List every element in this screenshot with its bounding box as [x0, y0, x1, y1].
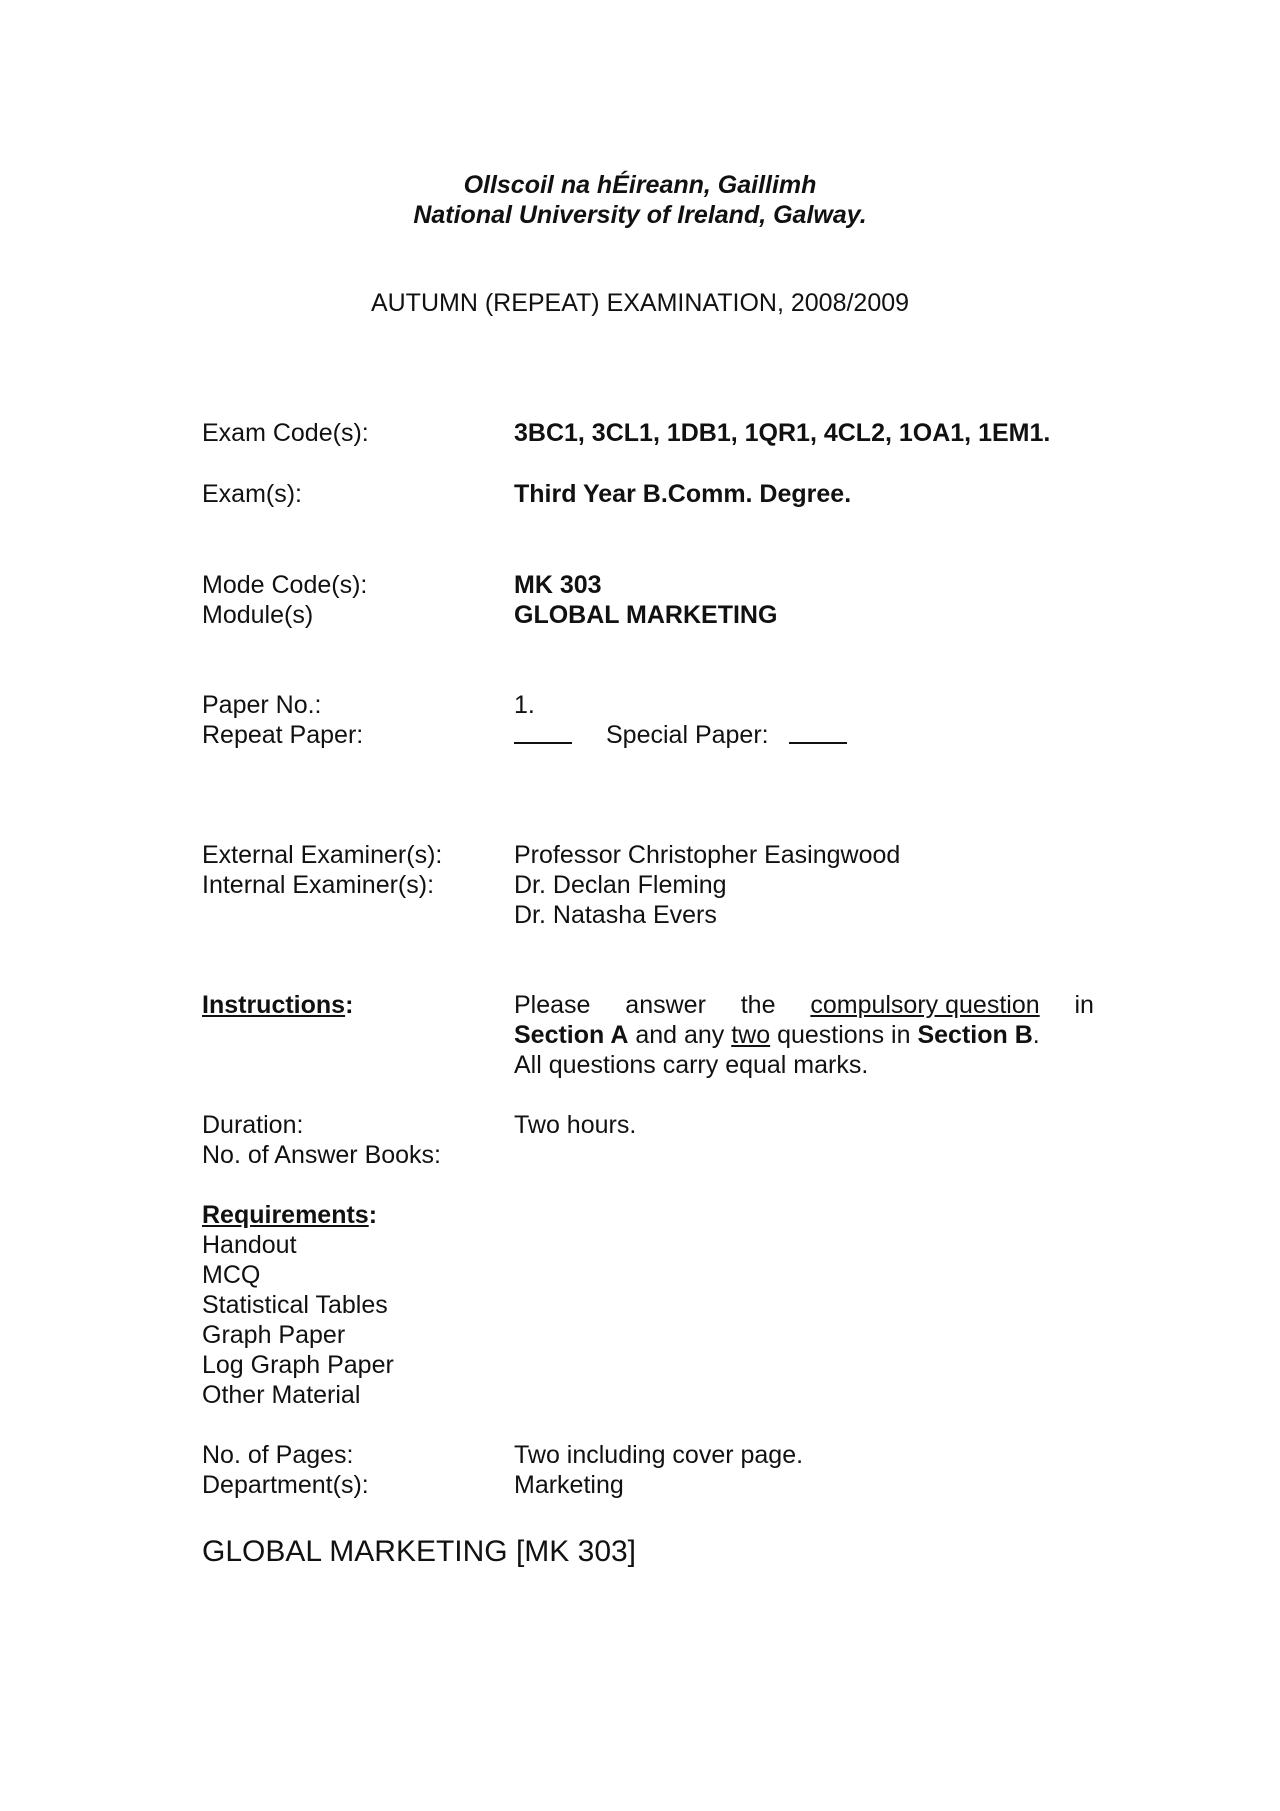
- requirements-label: [202, 1200, 377, 1230]
- external-examiner-name: Professor Christopher Easingwood: [514, 841, 901, 869]
- exam-title: AUTUMN (REPEAT) EXAMINATION, 2008/2009: [370, 289, 910, 317]
- instructions-label-colon: :: [345, 991, 354, 1019]
- requirement-item: Statistical Tables: [202, 1291, 388, 1319]
- instructions-line-2: [514, 1020, 1094, 1050]
- answer-books-label: No. of Answer Books:: [202, 1141, 442, 1169]
- departments-label: Department(s):: [202, 1471, 369, 1499]
- paper-no-label: Paper No.:: [202, 691, 322, 719]
- instructions-line-1: [514, 990, 1094, 1020]
- instructions-section-b: Section B: [917, 1021, 1033, 1049]
- instructions-period: .: [1032, 1021, 1040, 1049]
- instructions-word: in: [1074, 991, 1094, 1019]
- modules-value: GLOBAL MARKETING: [514, 601, 778, 629]
- instructions-word: answer: [625, 991, 706, 1019]
- special-paper-blank: [789, 720, 847, 751]
- instructions-word: Please: [514, 991, 591, 1019]
- exams-label: Exam(s):: [202, 480, 302, 508]
- paper-no-value: 1.: [514, 691, 535, 719]
- instructions-label: [202, 990, 353, 1020]
- requirement-item: Graph Paper: [202, 1321, 346, 1349]
- mode-codes-label: Mode Code(s):: [202, 571, 368, 599]
- departments-value: Marketing: [514, 1471, 624, 1499]
- duration-label: Duration:: [202, 1111, 304, 1139]
- university-name-irish: Ollscoil na hÉireann, Gaillimh: [463, 171, 817, 199]
- exams-value: Third Year B.Comm. Degree.: [514, 480, 852, 508]
- duration-value: Two hours.: [514, 1111, 637, 1139]
- special-paper-label: Special Paper:: [606, 721, 769, 749]
- university-name-english: National University of Ireland, Galway.: [413, 201, 867, 229]
- repeat-paper-label: Repeat Paper:: [202, 721, 364, 749]
- external-examiners-label: External Examiner(s):: [202, 841, 443, 869]
- instructions-section-a: Section A: [514, 1021, 629, 1049]
- instructions-text: [514, 990, 1094, 1080]
- internal-examiner-name: Dr. Declan Fleming: [514, 871, 727, 899]
- modules-label: Module(s): [202, 601, 314, 629]
- requirement-item: Other Material: [202, 1381, 361, 1409]
- exam-codes-value: 3BC1, 3CL1, 1DB1, 1QR1, 4CL2, 1OA1, 1EM1.: [514, 419, 1051, 447]
- requirement-item: Handout: [202, 1231, 297, 1259]
- instructions-label-text: Instructions: [202, 991, 346, 1019]
- internal-examiners-label: Internal Examiner(s):: [202, 871, 435, 899]
- instructions-text-part: questions in: [770, 1021, 918, 1049]
- requirement-item: Log Graph Paper: [202, 1351, 394, 1379]
- internal-examiner-name: Dr. Natasha Evers: [514, 901, 717, 929]
- requirements-label-text: Requirements: [202, 1201, 369, 1229]
- instructions-line-3: All questions carry equal marks.: [514, 1051, 869, 1079]
- instructions-word: the: [740, 991, 776, 1019]
- pages-label: No. of Pages:: [202, 1441, 354, 1469]
- mode-codes-value: MK 303: [514, 571, 602, 599]
- instructions-two: two: [731, 1021, 771, 1049]
- requirements-label-colon: :: [368, 1201, 378, 1229]
- instructions-text-part: and any: [628, 1021, 732, 1049]
- pages-value: Two including cover page.: [514, 1441, 804, 1469]
- module-title-footer: GLOBAL MARKETING [MK 303]: [202, 1535, 637, 1568]
- requirement-item: MCQ: [202, 1261, 261, 1289]
- instructions-compulsory-question: compulsory question: [810, 991, 1040, 1019]
- repeat-paper-blank: [514, 720, 572, 751]
- exam-codes-label: Exam Code(s):: [202, 419, 369, 447]
